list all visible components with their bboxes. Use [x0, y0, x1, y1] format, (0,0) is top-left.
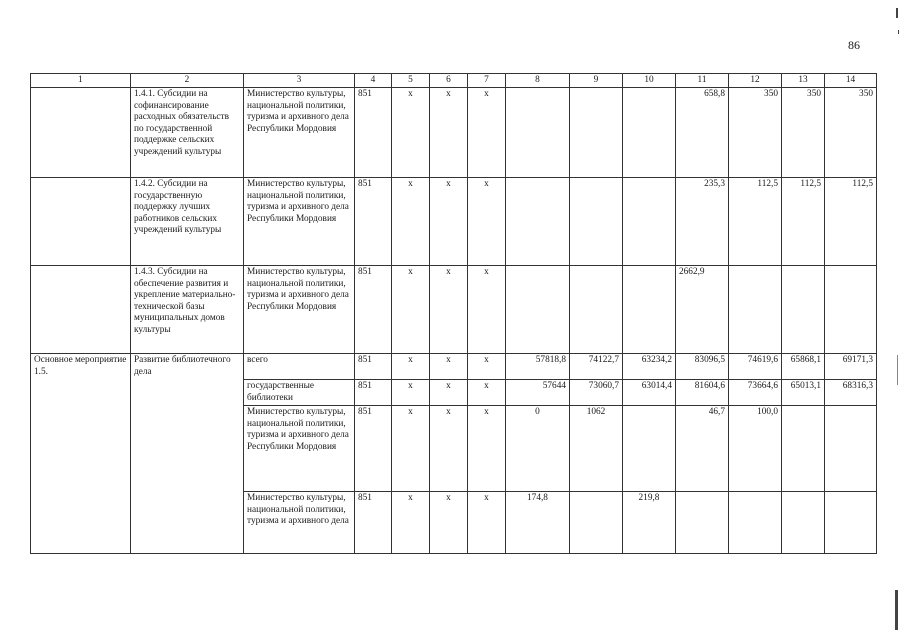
value-cell: х: [430, 88, 468, 178]
value-cell: 219,8: [623, 492, 676, 554]
value-cell: 73060,7: [570, 380, 623, 406]
value-cell: 112,5: [825, 178, 877, 266]
value-cell: х: [430, 266, 468, 354]
value-cell: 112,5: [729, 178, 782, 266]
value-cell: 74619,6: [729, 354, 782, 380]
column-header: 12: [729, 74, 782, 88]
column-number-row: [31, 74, 877, 88]
page-number: 86: [848, 38, 860, 52]
value-cell: 100,0: [729, 406, 782, 492]
executor-cell: Министерство культуры, национальной политики, туризма и архивного дела Республики Мордовия: [244, 88, 355, 178]
value-cell: [570, 266, 623, 354]
executor-cell: всего: [244, 354, 355, 380]
column-header: 8: [506, 74, 570, 88]
value-cell: 74122,7: [570, 354, 623, 380]
value-cell: 0: [506, 406, 570, 492]
value-cell: 65868,1: [782, 354, 825, 380]
value-cell: 851: [355, 178, 392, 266]
value-cell: 69171,3: [825, 354, 877, 380]
main-measure-label: Основное мероприятие 1.5.: [31, 354, 131, 554]
scan-edge-artifact: [892, 0, 905, 640]
table-row: [31, 178, 877, 266]
value-cell: х: [468, 354, 506, 380]
value-cell: [825, 406, 877, 492]
value-cell: х: [392, 380, 430, 406]
value-cell: [623, 406, 676, 492]
value-cell: 851: [355, 492, 392, 554]
value-cell: х: [468, 380, 506, 406]
table-row: [31, 354, 877, 380]
activity-cell: 1.4.2. Субсидии на государственную поддержку лучших работников сельских учреждений культуры: [131, 178, 244, 266]
column-header: 14: [825, 74, 877, 88]
value-cell: х: [392, 88, 430, 178]
value-cell: х: [430, 380, 468, 406]
value-cell: 73664,6: [729, 380, 782, 406]
column-header: 2: [131, 74, 244, 88]
value-cell: х: [468, 88, 506, 178]
value-cell: 57818,8: [506, 354, 570, 380]
value-cell: 63014,4: [623, 380, 676, 406]
value-cell: х: [468, 178, 506, 266]
value-cell: 46,7: [676, 406, 729, 492]
value-cell: 1062: [570, 406, 623, 492]
value-cell: [506, 178, 570, 266]
value-cell: 851: [355, 266, 392, 354]
value-cell: 65013,1: [782, 380, 825, 406]
value-cell: х: [392, 354, 430, 380]
column-header: 6: [430, 74, 468, 88]
activity-cell: 1.4.3. Субсидии на обеспечение развития и укрепление материально-технической базы муниципальных домов культуры: [131, 266, 244, 354]
value-cell: 851: [355, 354, 392, 380]
executor-cell: государственные библиотеки: [244, 380, 355, 406]
value-cell: х: [392, 266, 430, 354]
executor-cell: Министерство культуры, национальной политики, туризма и архивного дела: [244, 492, 355, 554]
value-cell: 174,8: [506, 492, 570, 554]
value-cell: 350: [825, 88, 877, 178]
executor-cell: Министерство культуры, национальной политики, туризма и архивного дела Республики Мордовия: [244, 266, 355, 354]
value-cell: [570, 88, 623, 178]
main-measure-activity: Развитие библиотечного дела: [131, 354, 244, 554]
value-cell: [729, 492, 782, 554]
value-cell: [506, 88, 570, 178]
column-header: 4: [355, 74, 392, 88]
value-cell: 350: [782, 88, 825, 178]
value-cell: х: [392, 492, 430, 554]
value-cell: х: [430, 354, 468, 380]
value-cell: 851: [355, 88, 392, 178]
table-row: [31, 266, 877, 354]
measure-cell: [31, 88, 131, 178]
value-cell: [623, 88, 676, 178]
value-cell: 81604,6: [676, 380, 729, 406]
value-cell: х: [468, 406, 506, 492]
value-cell: 112,5: [782, 178, 825, 266]
value-cell: х: [392, 406, 430, 492]
value-cell: [506, 266, 570, 354]
value-cell: х: [430, 492, 468, 554]
column-header: 7: [468, 74, 506, 88]
value-cell: х: [392, 178, 430, 266]
column-header: 9: [570, 74, 623, 88]
column-header: 3: [244, 74, 355, 88]
value-cell: [782, 492, 825, 554]
value-cell: [825, 492, 877, 554]
value-cell: 851: [355, 406, 392, 492]
column-header: 10: [623, 74, 676, 88]
value-cell: х: [430, 406, 468, 492]
value-cell: 235,3: [676, 178, 729, 266]
value-cell: [782, 266, 825, 354]
value-cell: 83096,5: [676, 354, 729, 380]
value-cell: 851: [355, 380, 392, 406]
value-cell: [623, 266, 676, 354]
value-cell: [570, 178, 623, 266]
value-cell: 350: [729, 88, 782, 178]
value-cell: х: [468, 492, 506, 554]
measure-cell: [31, 178, 131, 266]
value-cell: 63234,2: [623, 354, 676, 380]
value-cell: [825, 266, 877, 354]
value-cell: 2662,9: [676, 266, 729, 354]
value-cell: [676, 492, 729, 554]
column-header: 5: [392, 74, 430, 88]
value-cell: х: [468, 266, 506, 354]
value-cell: [782, 406, 825, 492]
value-cell: 658,8: [676, 88, 729, 178]
executor-cell: Министерство культуры, национальной политики, туризма и архивного дела Республики Мордовия: [244, 178, 355, 266]
executor-cell: Министерство культуры, национальной политики, туризма и архивного дела Республики Мордовия: [244, 406, 355, 492]
table-row: [31, 88, 877, 178]
column-header: 1: [31, 74, 131, 88]
value-cell: [623, 178, 676, 266]
activity-cell: 1.4.1. Субсидии на софинансирование расходных обязательств по государственной поддержке сельских учреждений культуры: [131, 88, 244, 178]
column-header: 13: [782, 74, 825, 88]
measure-cell: [31, 266, 131, 354]
value-cell: [570, 492, 623, 554]
column-header: 11: [676, 74, 729, 88]
value-cell: 68316,3: [825, 380, 877, 406]
value-cell: х: [430, 178, 468, 266]
budget-table: [30, 73, 877, 554]
value-cell: [729, 266, 782, 354]
value-cell: 57644: [506, 380, 570, 406]
